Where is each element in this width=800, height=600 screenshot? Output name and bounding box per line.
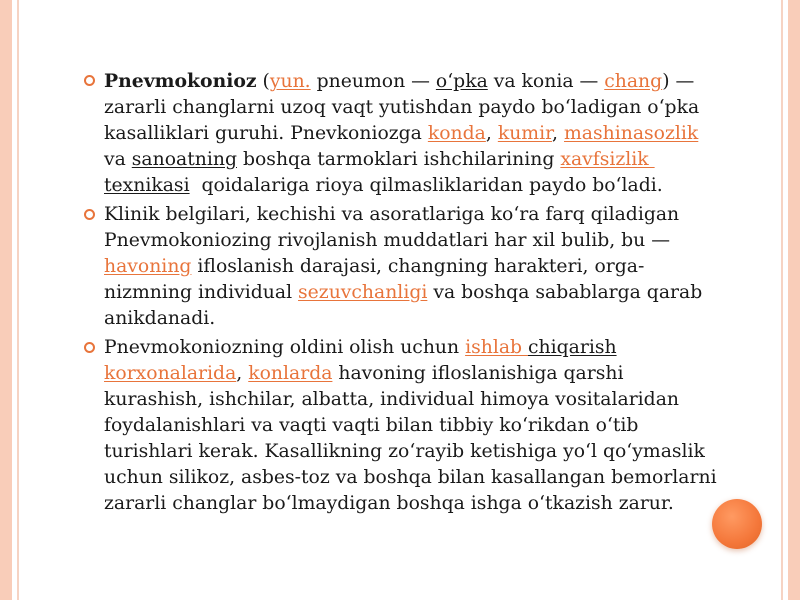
bullet-ring-icon — [84, 75, 95, 86]
text-segment: , — [552, 123, 564, 144]
text-segment: , — [236, 363, 249, 384]
right-frame-line — [781, 0, 783, 600]
hyperlink[interactable]: sanoatning — [131, 149, 237, 170]
bullet-ring-icon — [84, 209, 95, 220]
text-segment: ) — zararli changlarni uzoq vaqt yutishdan paydo bo‘ladigan o‘pka kasalliklari guruhi. Pnevkoniozga — [104, 71, 706, 144]
bullet-text — [104, 337, 723, 514]
hyperlink[interactable]: chiqarish — [528, 337, 617, 358]
hyperlink[interactable]: yun. — [269, 71, 311, 92]
text-segment: Klinik belgilari, kechishi va asoratlariga ko‘ra farq qiladigan Pnevmokoniozing rivojlanish muddatlari har xil bulib, bu — — [104, 204, 686, 251]
right-frame-stripe — [788, 0, 800, 600]
text-segment: ( — [256, 71, 270, 92]
text-segment: va — [104, 123, 705, 170]
bullet-ring-icon — [84, 342, 95, 353]
left-frame-line — [17, 0, 19, 600]
text-segment: va boshqa sabablarga qarab anikdanadi. — [104, 282, 709, 329]
text-segment: , — [485, 123, 498, 144]
hyperlink[interactable]: kumir — [497, 123, 553, 144]
bullet-prevention — [84, 335, 724, 517]
hyperlink[interactable]: konda — [427, 123, 486, 144]
bullet-text — [104, 204, 708, 329]
text-segment: boshqa tarmoklari ishchilarining — [237, 149, 561, 170]
decorative-orange-circle — [712, 499, 762, 549]
text-segment — [617, 337, 623, 358]
hyperlink[interactable]: korxonalarida — [104, 363, 237, 384]
text-segment: va konia — — [487, 71, 605, 92]
bullet-definition — [84, 68, 724, 199]
slide-body — [84, 68, 724, 520]
bullet-text — [104, 71, 705, 196]
text-segment: pneumon — — [310, 71, 436, 92]
hyperlink[interactable]: chang — [604, 71, 663, 92]
left-frame-stripe — [0, 0, 12, 600]
bullet-clinical-signs — [84, 202, 724, 332]
text-segment: havoning ifloslanishiga qarshi kurashish, ishchilar, albatta, individual himoya vositalaridan foydalanishlari va vaqti vaqti bilan tibbiy ko‘rikdan o‘tib turishlari kerak. Kasallikning zo‘rayib ketishiga yo‘l qo‘ymaslik uchun silikoz, asbes-toz va boshqa bilan kasallangan bemorlarni zararli changlar bo‘lmaydigan boshqa ishga o‘tkazish zarur. — [104, 363, 723, 514]
hyperlink[interactable]: sezuvchanligi — [298, 282, 428, 303]
hyperlink[interactable]: o‘pka — [435, 71, 488, 92]
text-segment: qoidalariga rioya qilmasliklaridan paydo bo‘ladi. — [189, 175, 663, 196]
hyperlink[interactable]: xavfsizlik — [560, 149, 655, 170]
text-segment: ifloslanish darajasi, changning harakteri, orga-nizmning individual — [104, 256, 645, 303]
hyperlink[interactable]: mashinasozlik — [564, 123, 699, 144]
text-segment: Pnevmokonioz — [104, 70, 257, 92]
hyperlink[interactable]: ishlab — [465, 337, 529, 358]
hyperlink[interactable]: havoning — [104, 256, 192, 277]
hyperlink[interactable]: texnikasi — [104, 175, 190, 196]
text-segment: Pnevmokoniozning oldini olish uchun — [104, 337, 466, 358]
hyperlink[interactable]: konlarda — [248, 363, 333, 384]
